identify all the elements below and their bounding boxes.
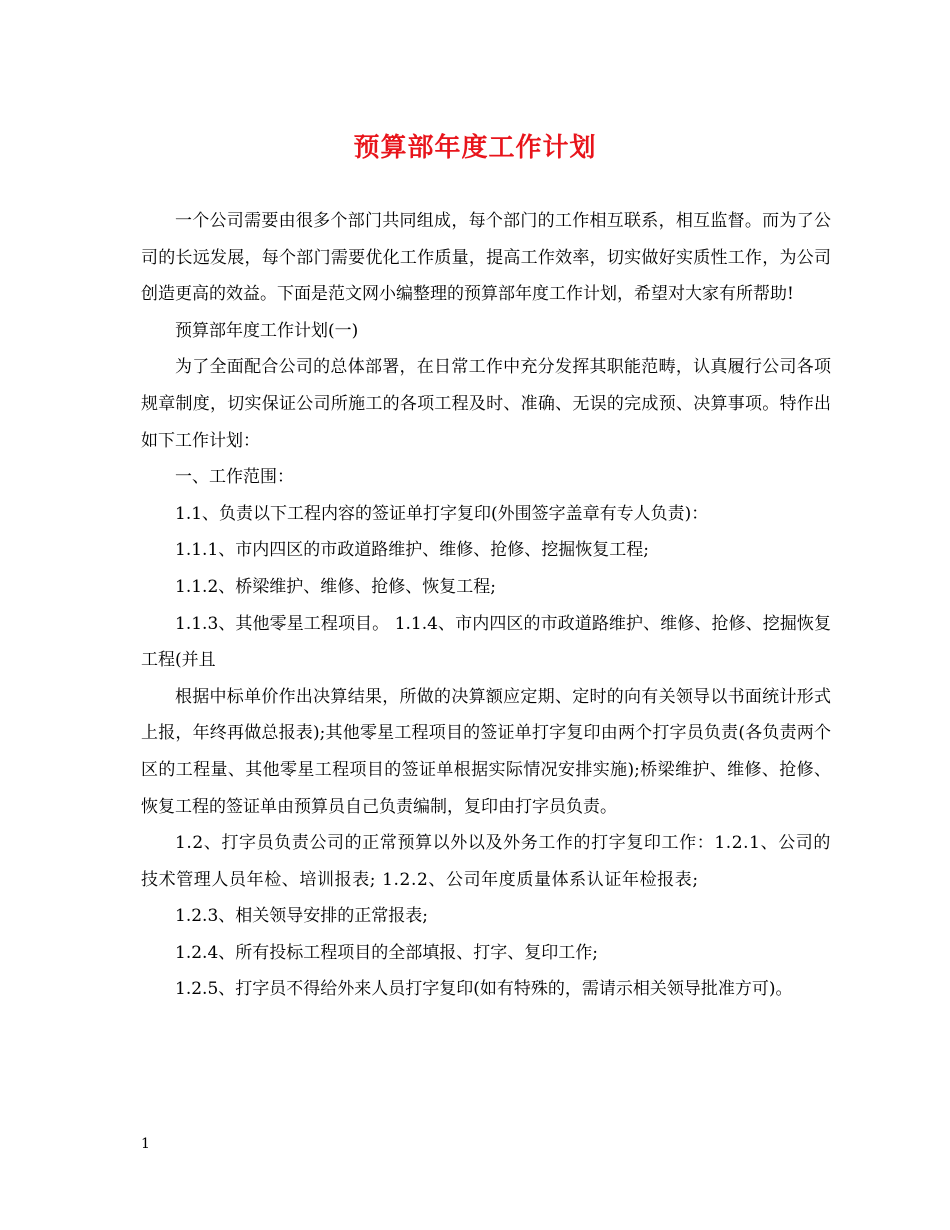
item-1-1-3-and-1-1-4: 1.1.3、其他零星工程项目。 1.1.4、市内四区的市政道路维护、维修、抢修、挖掘恢复工程(并且 <box>141 613 831 671</box>
item-1-2-3: 1.2.3、相关领导安排的正常报表; <box>175 906 428 927</box>
intro-paragraph: 一个公司需要由很多个部门共同组成，每个部门的工作相互联系，相互监督。而为了公司的长远发展，每个部门需要优化工作质量，提高工作效率，切实做好实质性工作，为公司创造更高的效益。下面是范文网小编整理的预算部年度工作计划，希望对大家有所帮助! <box>141 211 831 305</box>
work-scope-heading: 一、工作范围： <box>175 467 294 488</box>
item-1-1: 1.1、负责以下工程内容的签证单打字复印(外围签字盖章有专人负责)： <box>175 503 709 524</box>
settlement-paragraph: 根据中标单价作出决算结果，所做的决算额应定期、定时的向有关领导以书面统计形式上报，年终再做总报表);其他零星工程项目的签证单打字复印由两个打字员负责(各负责两个区的工程量、其他零星工程项目的签证单根据实际情况安排实施);桥梁维护、维修、抢修、恢复工程的签证单由预算员自己负责编制，复印由打字员负责。 <box>141 686 831 817</box>
section-heading-plan-one: 预算部年度工作计划(一) <box>175 320 359 341</box>
item-1-1-2: 1.1.2、桥梁维护、维修、抢修、恢复工程; <box>175 576 496 597</box>
item-1-1-1: 1.1.1、市内四区的市政道路维护、维修、抢修、挖掘恢复工程; <box>175 540 649 561</box>
document-body <box>141 203 831 1008</box>
document-title: 预算部年度工作计划 <box>353 133 597 163</box>
item-1-2-4: 1.2.4、所有投标工程项目的全部填报、打字、复印工作; <box>175 942 598 963</box>
plan-purpose-paragraph: 为了全面配合公司的总体部署，在日常工作中充分发挥其职能范畴，认真履行公司各项规章制度，切实保证公司所施工的各项工程及时、准确、无误的完成预、决算事项。特作出如下工作计划： <box>141 357 831 451</box>
item-1-2-5: 1.2.5、打字员不得给外来人员打字复印(如有特殊的，需请示相关领导批准方可)。 <box>175 979 793 1000</box>
page-number: 1 <box>141 1136 150 1152</box>
item-1-2: 1.2、打字员负责公司的正常预算以外以及外务工作的打字复印工作：1.2.1、公司的技术管理人员年检、培训报表; 1.2.2、公司年度质量体系认证年检报表; <box>141 833 831 890</box>
